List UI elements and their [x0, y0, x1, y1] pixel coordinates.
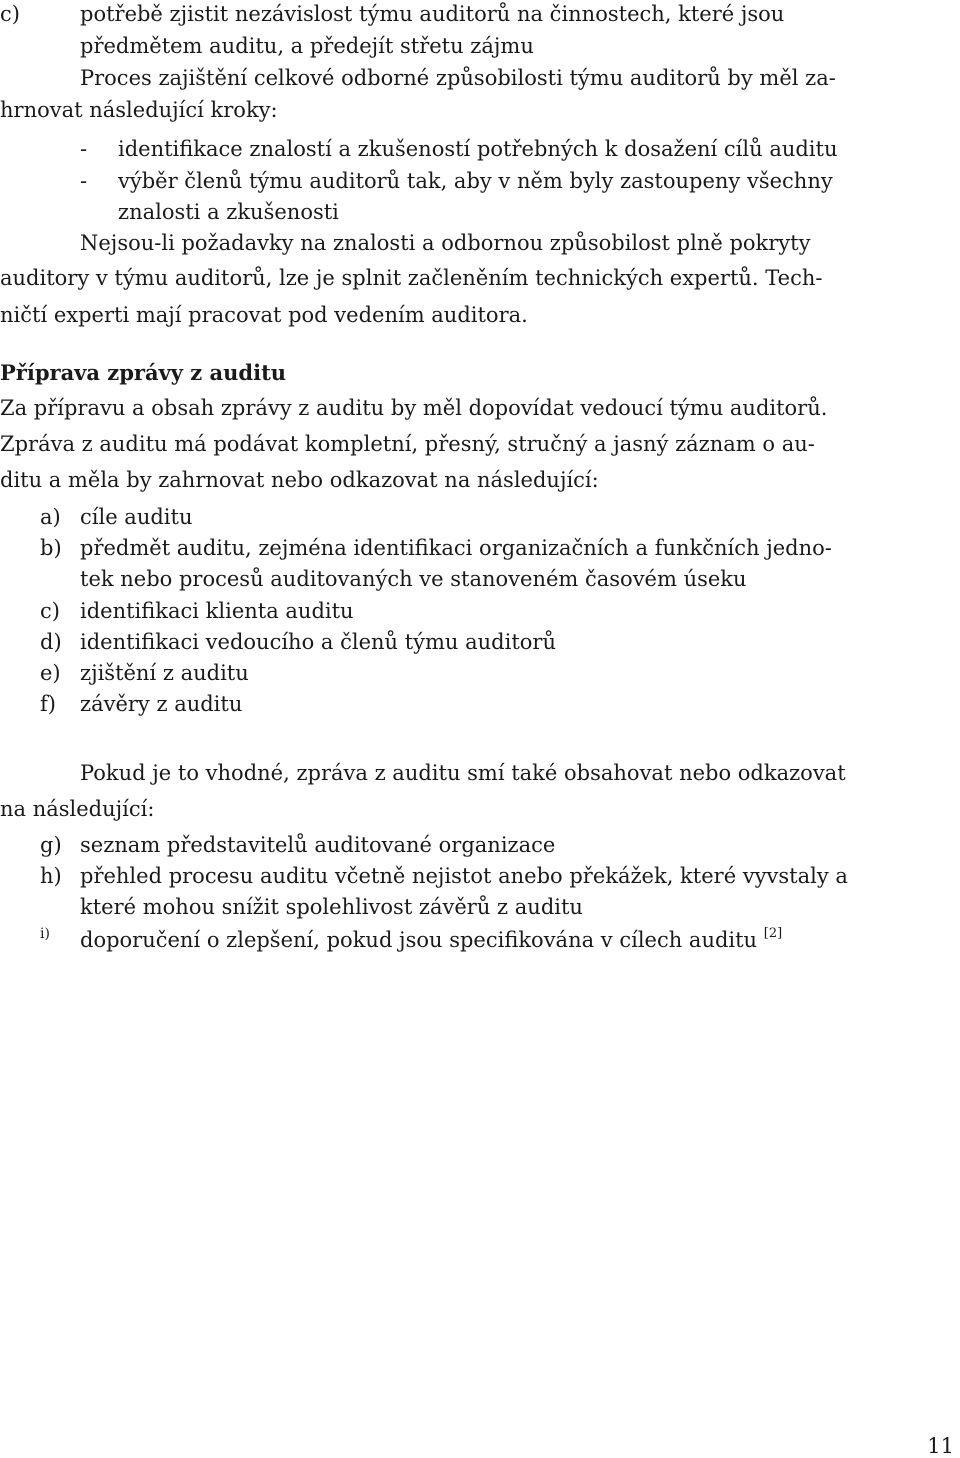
list-item-text-content: doporučení o zlepšení, pokud jsou specifikována v cílech auditu — [80, 928, 758, 952]
list-item-text: znalosti a zkušenosti — [118, 200, 339, 224]
list-marker-c: c) — [0, 2, 20, 26]
list-marker-h: h) — [40, 864, 62, 888]
list-item-text: seznam představitelů auditované organizace — [80, 833, 556, 857]
paragraph-line: auditory v týmu auditorů, lze je splnit začleněním technických expertů. Tech- — [0, 266, 823, 290]
list-item-text: závěry z auditu — [80, 692, 243, 716]
list-item-text: identifikaci vedoucího a členů týmu auditorů — [80, 630, 556, 654]
list-marker-i: i) — [40, 926, 50, 942]
paragraph-line: ničtí experti mají pracovat pod vedením auditora. — [0, 303, 528, 327]
list-item-text: identifikace znalostí a zkušeností potřebných k dosažení cílů auditu — [118, 137, 838, 161]
list-item-text: které mohou snížit spolehlivost závěrů z auditu — [80, 895, 583, 919]
paragraph-line: Zpráva z auditu má podávat kompletní, přesný, stručný a jasný záznam o au- — [0, 432, 815, 456]
paragraph-line: hrnovat následující kroky: — [0, 98, 278, 122]
dash-marker: - — [80, 137, 88, 161]
paragraph-line: Za přípravu a obsah zprávy z auditu by měl dopovídat vedoucí týmu auditorů. — [0, 396, 828, 420]
list-marker-c: c) — [40, 599, 60, 623]
paragraph-line: Nejsou-li požadavky na znalosti a odbornou způsobilost plně pokryty — [80, 231, 811, 255]
list-item-text: výběr členů týmu auditorů tak, aby v něm byly zastoupeny všechny — [118, 169, 833, 193]
list-item-text: zjištění z auditu — [80, 661, 249, 685]
paragraph-line: Proces zajištění celkové odborné způsobilosti týmu auditorů by měl za- — [80, 66, 836, 90]
list-item-text: předmět auditu, zejména identifikaci organizačních a funkčních jedno- — [80, 536, 832, 560]
paragraph-line: Pokud je to vhodné, zpráva z auditu smí také obsahovat nebo odkazovat — [80, 761, 846, 785]
list-item-text: potřebě zjistit nezávislost týmu auditorů na činnostech, které jsou — [80, 2, 785, 26]
list-item-text: cíle auditu — [80, 505, 193, 529]
paragraph-line: na následující: — [0, 797, 155, 821]
list-marker-d: d) — [40, 630, 62, 654]
reference-marker: [2] — [763, 926, 783, 941]
list-marker-f: f) — [40, 692, 56, 716]
section-heading: Příprava zprávy z auditu — [0, 360, 287, 385]
list-marker-a: a) — [40, 505, 61, 529]
list-marker-g: g) — [40, 833, 62, 857]
list-item-text: přehled procesu auditu včetně nejistot anebo překážek, které vyvstaly a — [80, 864, 848, 888]
dash-marker: - — [80, 169, 88, 193]
list-marker-b: b) — [40, 536, 62, 560]
paragraph-line: ditu a měla by zahrnovat nebo odkazovat na následující: — [0, 468, 599, 492]
page-number: 11 — [927, 1434, 954, 1458]
list-item-text: identifikaci klienta auditu — [80, 599, 354, 623]
list-marker-e: e) — [40, 661, 61, 685]
list-item-text: tek nebo procesů auditovaných ve stanoveném časovém úseku — [80, 567, 747, 591]
list-item-text — [80, 926, 783, 952]
list-item-text: předmětem auditu, a předejít střetu zájmu — [80, 34, 534, 58]
